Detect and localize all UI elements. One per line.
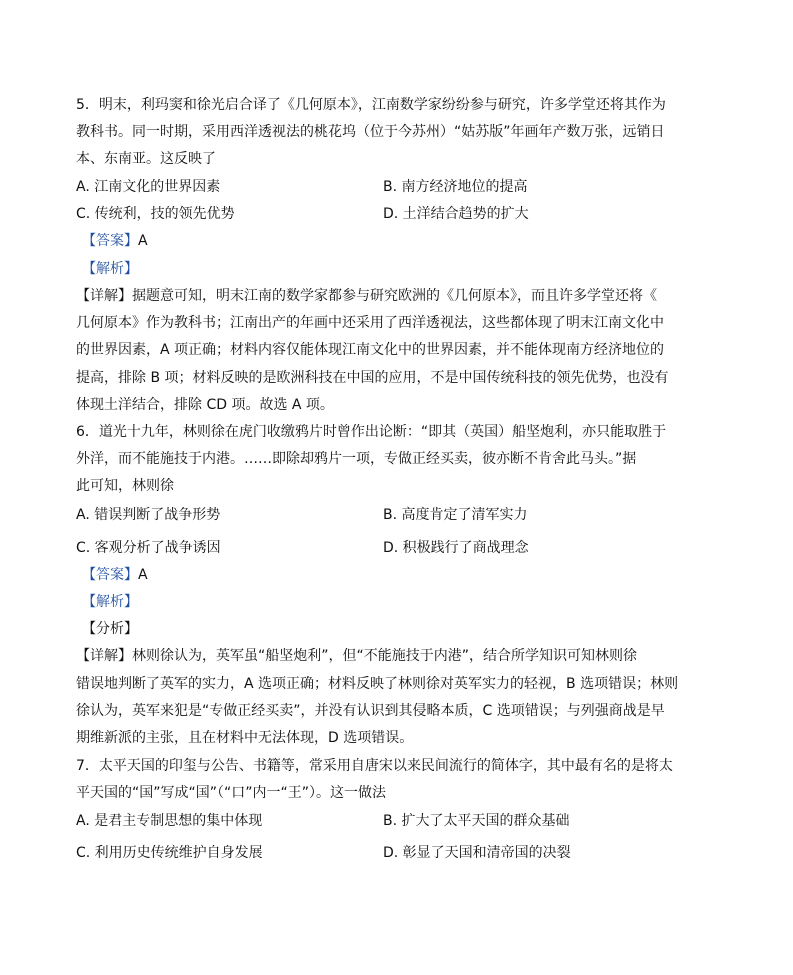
q6-detail-line-4: 期维新派的主张，且在材料中无法体现，D 选项错误。 [76,730,414,746]
q5-detail-line-2: 几何原本》作为教科书；江南出产的年画中还采用了西洋透视法，这些都体现了明末江南文化中 [76,315,664,331]
q7-stem-line-1: 7．太平天国的印玺与公告、书籍等，常采用自唐宋以来民间流行的简体字，其中最有名的是将太 [76,758,673,774]
q7-option-d: D. 彰显了天国和清帝国的决裂 [383,845,571,861]
q5-option-c: C. 传统利，技的领先优势 [76,206,235,222]
q5-option-b: B. 南方经济地位的提高 [383,179,528,195]
q5-stem-line-3: 本、东南亚。这反映了 [76,151,216,167]
q5-detail-text-1: 据题意可知，明末江南的数学家都参与研究欧洲的《几何原本》，而且许多学堂还将《 [132,288,657,304]
q7-option-c: C. 利用历史传统维护自身发展 [76,845,263,861]
q6-detail-text-1: 林则徐认为，英军虽“船坚炮利”，但“不能施技于内港”，结合所学知识可知林则徐 [132,648,638,664]
q7-stem-line-2: 平天国的“国”写成“国”（“口”内一“王”）。这一做法 [76,785,387,801]
q6-stem-line-1: 6．道光十九年，林则徐在虎门收缴鸦片时曾作出论断：“即其（英国）船坚炮利，亦只能取胜于 [76,424,667,440]
q5-answer-line [82,231,148,251]
q6-option-a: A. 错误判断了战争形势 [76,507,221,523]
q5-answer-tag: 【答案】 [82,233,138,249]
q6-option-c: C. 客观分析了战争诱因 [76,540,221,556]
q6-option-b: B. 高度肯定了清军实力 [383,507,528,523]
q7-option-a: A. 是君主专制思想的集中体现 [76,813,263,829]
q6-fenxi-tag: 【分析】 [82,621,138,637]
q7-option-b: B. 扩大了太平天国的群众基础 [383,813,570,829]
q5-analysis-tag: 【解析】 [82,261,138,277]
q6-detail-tag: 【详解】 [76,648,132,664]
q6-answer-tag: 【答案】 [82,567,138,583]
q5-answer-value: A [138,233,148,249]
q5-detail-tag: 【详解】 [76,288,132,304]
q6-stem-line-2: 外洋，而不能施技于内港。……即除却鸦片一项，专做正经买卖，彼亦断不肯舍此马头。”据 [76,451,637,467]
q6-detail-line-2: 错误地判断了英军的实力，A 选项正确；材料反映了林则徐对英军实力的轻视，B 选项错误；林则 [76,676,679,692]
q5-option-a: A. 江南文化的世界因素 [76,179,221,195]
q5-stem-line-2: 教科书。同一时期，采用西洋透视法的桃花坞（位于今苏州）“姑苏版”年画年产数万张，远销日 [76,124,665,140]
q6-option-d: D. 积极践行了商战理念 [383,540,529,556]
q5-detail-line-4: 提高，排除 B 项；材料反映的是欧洲科技在中国的应用，不是中国传统科技的领先优势，也没有 [76,370,669,386]
q6-detail-line-3: 徐认为，英军来犯是“专做正经买卖”，并没有认识到其侵略本质，C 选项错误；与列强商战是早 [76,703,665,719]
q6-analysis-tag: 【解析】 [82,594,138,610]
q5-stem-line-1: 5．明末，利玛窦和徐光启合译了《几何原本》，江南数学家纷纷参与研究，许多学堂还将其作为 [76,97,666,113]
q5-option-d: D. 土洋结合趋势的扩大 [383,206,529,222]
q6-answer-line [82,565,148,585]
q6-detail-line-1 [76,646,637,666]
q5-detail-line-3: 的世界因素，A 项正确；材料内容仅能体现江南文化中的世界因素，并不能体现南方经济地位的 [76,342,665,358]
q6-stem-line-3: 此可知，林则徐 [76,478,174,494]
q5-detail-line-5: 体现土洋结合，排除 CD 项。故选 A 项。 [76,397,334,413]
q5-detail-line-1 [76,286,657,306]
q6-answer-value: A [138,567,148,583]
